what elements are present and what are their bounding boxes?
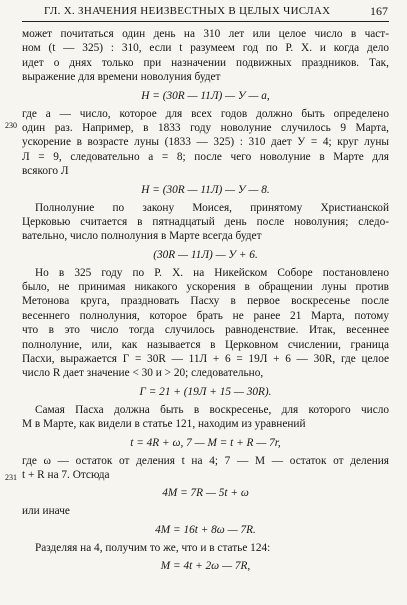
text-line: весеннего полнолуния, которое брать не ранее 21 Марта, потому <box>22 309 389 322</box>
text-line: всякого Л <box>22 165 69 178</box>
formula: 4M = 16t + 8ω — 7R. <box>155 523 256 536</box>
text-line: где a — число, которое для всех годов должно быть определено <box>22 107 389 120</box>
text-line: Полнолуние по закону Моисея, принятому Христианской <box>35 201 389 214</box>
text-line: M в Марте, как видели в статье 121, находим из уравнений <box>22 418 306 431</box>
text-line: ном (t — 325) : 310, если t разумеем год по Р. Х. и когда дело <box>22 42 389 55</box>
formula: (30R — 11Л) — У + 6. <box>153 248 258 261</box>
text-line: число R дает значение < 30 и > 20; следовательно, <box>22 367 264 380</box>
text-line: где ω — остаток от деления t на 4; 7 — M — остаток от деления <box>22 454 389 467</box>
text-line: Самая Пасха должна быть в воскресенье, для которого число <box>35 403 389 416</box>
text-line: Но в 325 году по Р. Х. на Никейском Соборе постановлено <box>35 266 389 279</box>
formula: t = 4R + ω, 7 — M = t + R — 7r, <box>130 436 281 449</box>
text-line: выражение для времени новолуния будет <box>22 71 221 84</box>
text-line: вательно, число полнолуния в Марте всегда будет <box>22 230 262 243</box>
text-line: ускорение в возрасте луны (1833 — 325) : 310 дает У = 4; круг луны <box>22 136 389 149</box>
text-line: может почитаться один день на 310 лет или целое число в част- <box>22 28 389 40</box>
text-line: было, не принимая никакого ускорения в обращении луны против <box>22 281 389 294</box>
text-line: Метонова круга, праздновать Пасху в первое воскресенье после <box>22 295 389 308</box>
formula: Г = 21 + (19Л + 15 — 30R). <box>139 385 272 398</box>
text-line: или иначе <box>22 505 70 518</box>
page-header <box>44 5 388 21</box>
text-line: идет о днях только при назначении подвижных праздников. Так, <box>22 56 389 69</box>
text-line: Пасхи, выражается Г = 30R — 11Л + 6 = 19Л + 6 — 30R, где целое <box>22 353 389 366</box>
formula: 4M = 7R — 5t + ω <box>162 487 249 500</box>
formula: M = 4t + 2ω — 7R, <box>160 560 251 573</box>
margin-number: 230 <box>5 121 17 130</box>
formula: Н = (30R — 11Л) — У — a, <box>141 89 270 102</box>
text-line: один раз. Например, в 1833 году новолуние случилось 9 Марта, <box>22 121 389 134</box>
page-body <box>22 27 389 577</box>
text-line: полнолуние, или, как называется в Церковном счислении, граница <box>22 338 389 351</box>
text-line: Церковью считается в пятнадцатый день после новолуния; следо- <box>22 215 389 228</box>
page-number: 167 <box>370 4 388 18</box>
text-line: Разделяя на 4, получим то же, что и в статье 124: <box>35 541 271 554</box>
text-line: что в это число тогда случилось равноденствие. Итак, весеннее <box>22 324 389 337</box>
text-line: Л = 9, следовательно a = 8; после чего новолуние в Марте для <box>22 150 389 163</box>
header-rule <box>22 21 389 22</box>
text-line: t + R на 7. Отсюда <box>22 468 110 481</box>
formula: Н = (30R — 11Л) — У — 8. <box>141 183 270 196</box>
running-title: ГЛ. X. ЗНАЧЕНИЯ НЕИЗВЕСТНЫХ В ЦЕЛЫХ ЧИСЛАХ <box>44 5 331 17</box>
margin-number: 231 <box>5 473 17 482</box>
